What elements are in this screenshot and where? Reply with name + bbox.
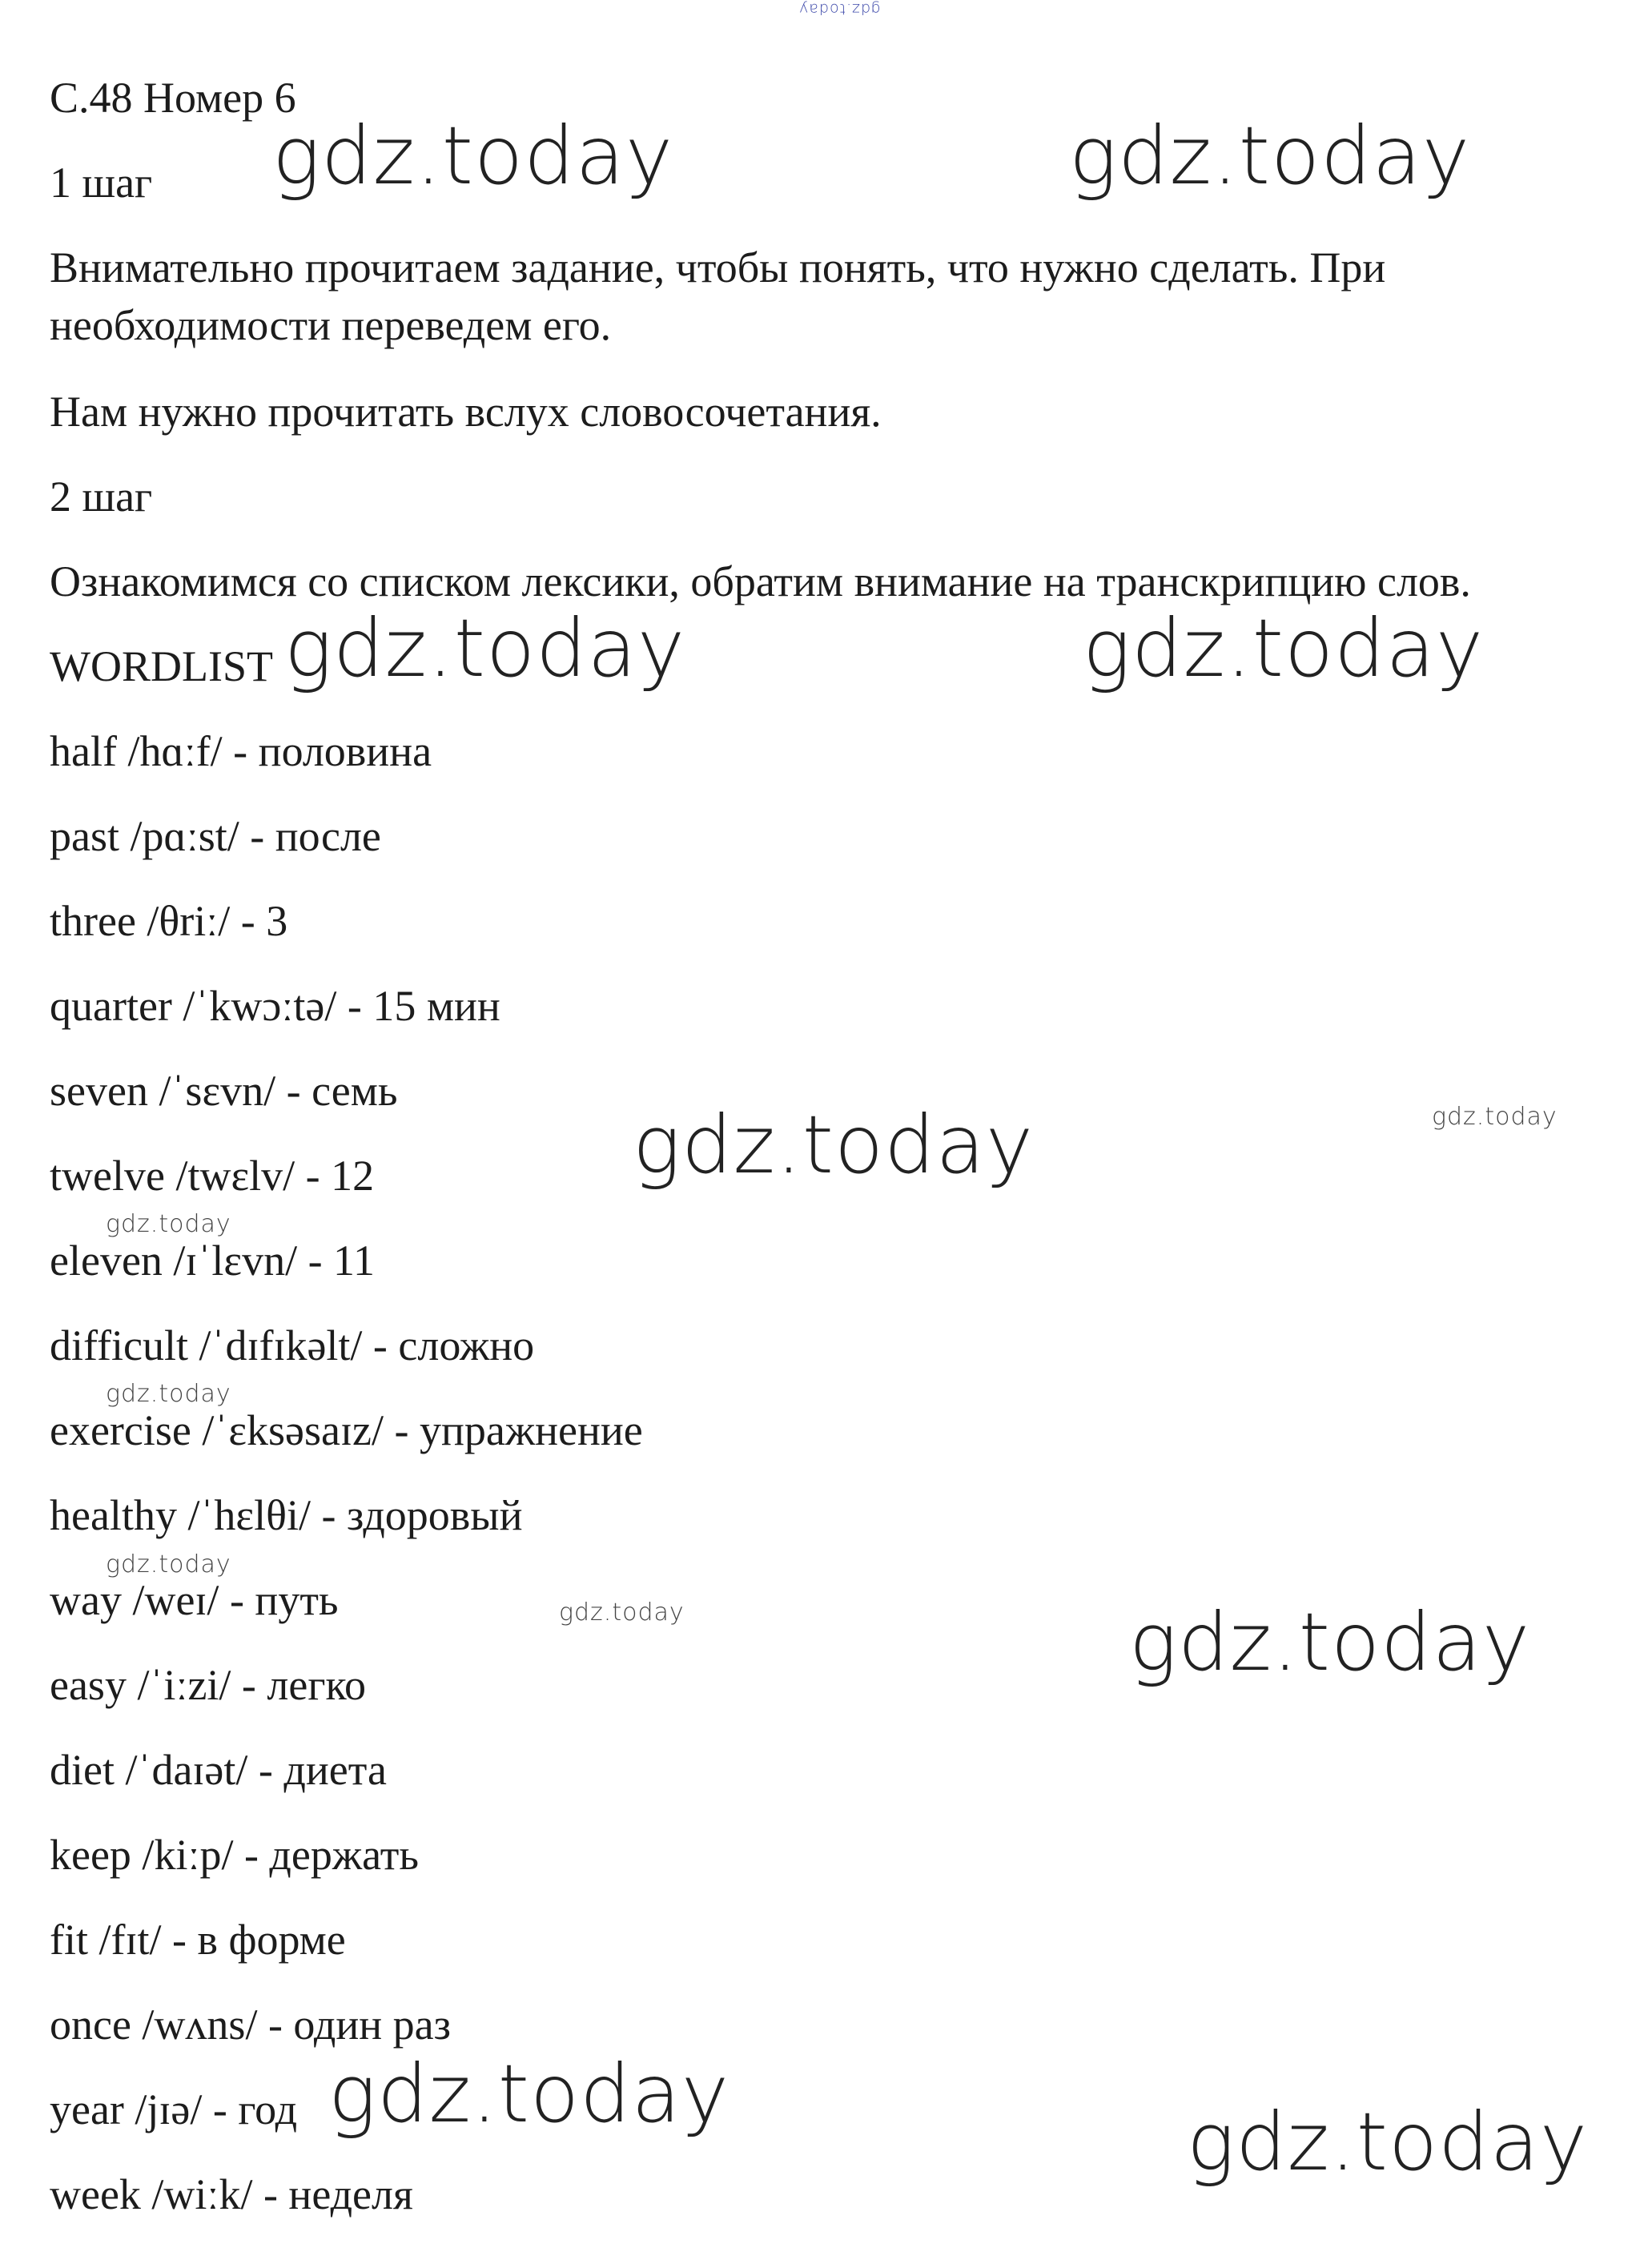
step2-label: 2 шаг <box>50 472 153 521</box>
wordlist-item: diet /ˈdaɪət/ - диета <box>50 1746 387 1794</box>
watermark-top: gdz.today <box>798 0 881 18</box>
watermark: gdz.today <box>272 109 674 203</box>
wordlist-item: easy /ˈiːzi/ - легко <box>50 1661 366 1709</box>
step1-task: Нам нужно прочитать вслух словосочетания. <box>50 388 882 436</box>
wordlist-item: half /hɑːf/ - половина <box>50 727 432 775</box>
wordlist-item: once /wʌns/ - один раз <box>50 2001 451 2049</box>
watermark: gdz.today <box>1083 601 1485 695</box>
step1-text-line2: необходимости переведем его. <box>50 301 612 349</box>
wordlist-item: twelve /twɛlv/ - 12 <box>50 1152 375 1200</box>
step2-text: Ознакомимся со списком лексики, обратим внимание на транскрипцию слов. <box>50 557 1471 605</box>
wordlist-item: fit /fɪt/ - в форме <box>50 1916 346 1964</box>
watermark: gdz.today <box>1187 2095 1589 2189</box>
step1-text-line1: Внимательно прочитаем задание, чтобы понять, что нужно сделать. При <box>50 243 1386 292</box>
wordlist-item: way /weɪ/ - путь <box>50 1576 339 1624</box>
watermark: gdz.today <box>1129 1595 1531 1689</box>
page-title: С.48 Номер 6 <box>50 74 296 122</box>
wordlist-item: quarter /ˈkwɔːtə/ - 15 мин <box>50 982 500 1030</box>
watermark: gdz.today <box>328 2047 730 2141</box>
wordlist-item: healthy /ˈhɛlθi/ - здоровый <box>50 1491 523 1539</box>
wordlist-item: past /pɑːst/ - после <box>50 812 381 860</box>
watermark: gdz.today <box>1432 1103 1558 1131</box>
watermark: gdz.today <box>633 1098 1035 1192</box>
step1-label: 1 шаг <box>50 159 153 207</box>
wordlist-item: seven /ˈsɛvn/ - семь <box>50 1067 398 1115</box>
wordlist-item: year /jɪə/ - год <box>50 2085 298 2133</box>
wordlist-item: keep /kiːp/ - держать <box>50 1831 419 1879</box>
wordlist-item: three /θriː/ - 3 <box>50 897 288 945</box>
watermark: gdz.today <box>106 1550 231 1578</box>
wordlist-item: eleven /ɪˈlɛvn/ - 11 <box>50 1237 376 1285</box>
watermark: gdz.today <box>106 1380 231 1408</box>
wordlist-item: week /wiːk/ - неделя <box>50 2170 413 2218</box>
wordlist-item: difficult /ˈdɪfɪkəlt/ - сложно <box>50 1321 535 1369</box>
wordlist-item: exercise /ˈɛksəsaɪz/ - упражнение <box>50 1406 643 1454</box>
watermark: gdz.today <box>284 601 686 695</box>
watermark: gdz.today <box>106 1210 231 1238</box>
watermark: gdz.today <box>1069 109 1471 203</box>
wordlist-title: WORDLIST <box>50 642 273 690</box>
watermark: gdz.today <box>559 1598 685 1627</box>
